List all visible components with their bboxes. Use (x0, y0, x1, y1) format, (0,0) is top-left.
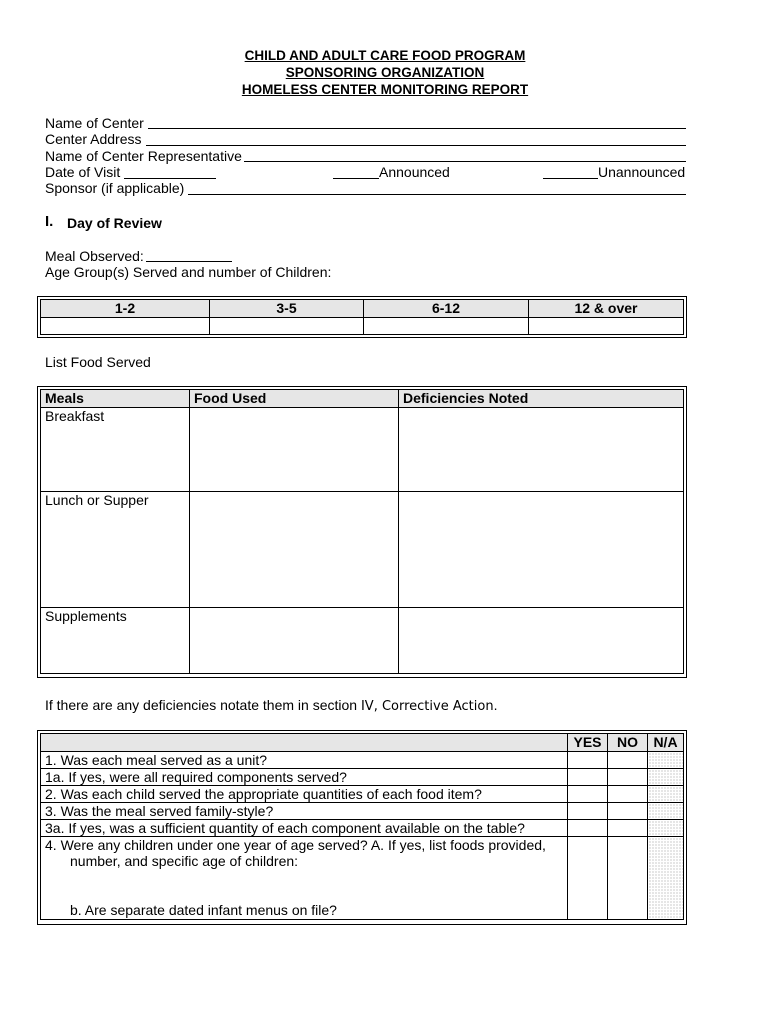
q1a-na[interactable] (648, 769, 684, 786)
deficiency-note-text: If there are any deficiencies notate them in section (45, 697, 361, 713)
lunch-deficiencies[interactable] (399, 492, 684, 608)
date-of-visit-label: Date of Visit (45, 164, 121, 180)
q2-no[interactable] (608, 786, 648, 803)
question-4 (41, 837, 568, 920)
age-cell-3-5[interactable] (210, 318, 364, 335)
deficiency-note (45, 697, 497, 715)
meal-breakfast: Breakfast (41, 408, 190, 492)
meal-observed-label: Meal Observed: (45, 248, 144, 264)
age-header-3-5: 3-5 (210, 300, 364, 318)
date-of-visit-line[interactable] (124, 178, 216, 179)
q3-yes[interactable] (568, 803, 608, 820)
q3-na[interactable] (648, 803, 684, 820)
q4-na[interactable] (648, 837, 684, 920)
age-header-6-12: 6-12 (364, 300, 529, 318)
food-table (40, 389, 684, 674)
meal-observed-line[interactable] (146, 261, 232, 262)
q3a-na[interactable] (648, 820, 684, 837)
question-3a: 3a. If yes, was a sufficient quantity of each component available on the table? (41, 820, 568, 837)
center-rep-label: Name of Center Representative (45, 148, 242, 164)
age-table (40, 299, 684, 335)
announced-line[interactable] (333, 178, 379, 179)
food-header-deficiencies: Deficiencies Noted (399, 390, 684, 408)
form-subtitle: SPONSORING ORGANIZATION (285, 65, 485, 80)
supplements-deficiencies[interactable] (399, 608, 684, 674)
question-4-line1: 4. Were any children under one year of age served? A. If yes, list foods provided, (45, 837, 546, 853)
age-groups-label: Age Group(s) Served and number of Children: (45, 264, 332, 280)
header-na: N/A (648, 734, 684, 752)
question-4-line2: number, and specific age of children: (70, 853, 299, 869)
center-address-label: Center Address (45, 131, 142, 147)
question-1a: 1a. If yes, were all required components served? (41, 769, 568, 786)
q3-no[interactable] (608, 803, 648, 820)
meal-supplements: Supplements (41, 608, 190, 674)
age-cell-1-2[interactable] (41, 318, 210, 335)
header-no: NO (608, 734, 648, 752)
unannounced-label: Unannounced (598, 164, 686, 180)
questions-table (40, 733, 684, 920)
question-2: 2. Was each child served the appropriate quantities of each food item? (41, 786, 568, 803)
q3a-no[interactable] (608, 820, 648, 837)
sponsor-label: Sponsor (if applicable) (45, 180, 185, 196)
section-title: Day of Review (67, 215, 162, 231)
q2-yes[interactable] (568, 786, 608, 803)
question-3: 3. Was the meal served family-style? (41, 803, 568, 820)
age-cell-12-over[interactable] (529, 318, 684, 335)
q1-no[interactable] (608, 752, 648, 769)
q3a-yes[interactable] (568, 820, 608, 837)
unannounced-line[interactable] (543, 178, 598, 179)
center-address-line[interactable] (146, 145, 686, 146)
sponsor-line[interactable] (188, 194, 686, 195)
q1-yes[interactable] (568, 752, 608, 769)
center-rep-line[interactable] (244, 161, 686, 162)
announced-label: Announced (379, 164, 450, 180)
q4-no[interactable] (608, 837, 648, 920)
questions-header-blank (41, 734, 568, 752)
form-title: CHILD AND ADULT CARE FOOD PROGRAM (244, 48, 526, 63)
food-header-food-used: Food Used (190, 390, 399, 408)
age-header-12-over: 12 & over (529, 300, 684, 318)
deficiency-note-end: . (493, 697, 498, 713)
q1a-yes[interactable] (568, 769, 608, 786)
q1a-no[interactable] (608, 769, 648, 786)
form-report-name: HOMELESS CENTER MONITORING REPORT (241, 82, 529, 97)
question-1: 1. Was each meal served as a unit? (41, 752, 568, 769)
breakfast-food-used[interactable] (190, 408, 399, 492)
q1-na[interactable] (648, 752, 684, 769)
q4-yes[interactable] (568, 837, 608, 920)
age-cell-6-12[interactable] (364, 318, 529, 335)
header-yes: YES (568, 734, 608, 752)
name-of-center-line[interactable] (148, 128, 686, 129)
deficiency-note-ref: IV, Corrective Action (360, 699, 494, 714)
supplements-food-used[interactable] (190, 608, 399, 674)
q2-na[interactable] (648, 786, 684, 803)
age-header-1-2: 1-2 (41, 300, 210, 318)
food-header-meals: Meals (41, 390, 190, 408)
name-of-center-label: Name of Center (45, 115, 144, 131)
lunch-food-used[interactable] (190, 492, 399, 608)
section-numeral: I. (45, 213, 54, 230)
question-4b: b. Are separate dated infant menus on file? (70, 902, 337, 918)
meal-lunch-supper: Lunch or Supper (41, 492, 190, 608)
list-food-label: List Food Served (45, 354, 151, 370)
breakfast-deficiencies[interactable] (399, 408, 684, 492)
